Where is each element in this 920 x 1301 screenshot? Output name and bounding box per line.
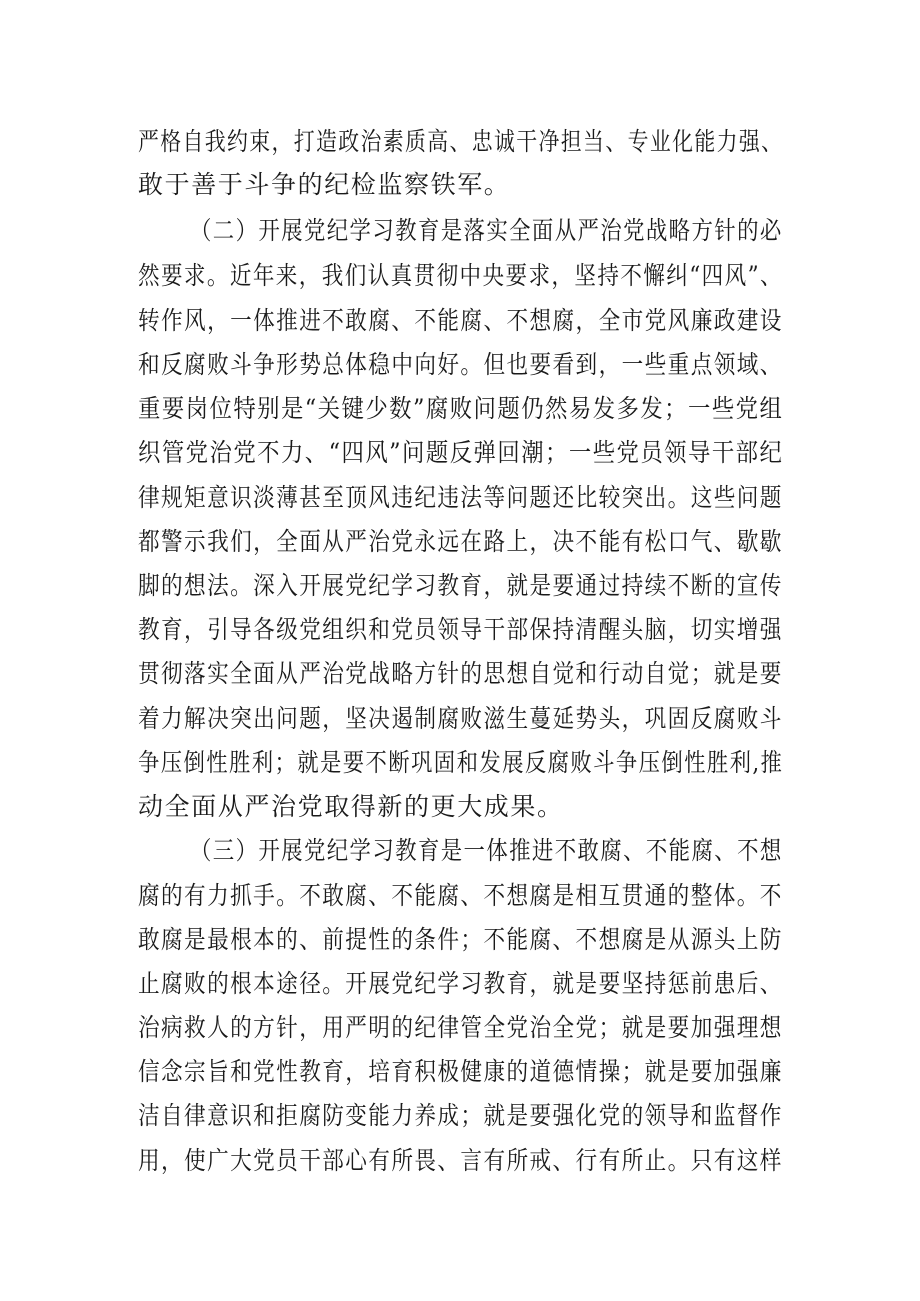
text-line: 止腐败的根本途径。开展党纪学习教育，就是要坚持惩前患后、 — [138, 969, 783, 998]
paragraph-start-line: （三）开展党纪学习教育是一体推进不敢腐、不能腐、不想 — [190, 836, 783, 865]
text-line: 洁自律意识和拒腐防变能力养成；就是要强化党的领导和监督作 — [138, 1101, 783, 1130]
text-line: 然要求。近年来，我们认真贯彻中央要求，坚持不懈纠“四风”、 — [138, 261, 783, 290]
text-line: 动全面从严治党取得新的更大成果。 — [138, 792, 564, 821]
text-line: 用，使广大党员干部心有所畏、言有所戒、行有所止。只有这样 — [138, 1146, 783, 1175]
text-line: 贯彻落实全面从严治党战略方针的思想自觉和行动自觉；就是要 — [138, 659, 783, 688]
text-line: 转作风，一体推进不敢腐、不能腐、不想腐，全市党风廉政建设 — [138, 306, 783, 335]
text-line: 教育，引导各级党组织和党员领导干部保持清醒头脑，切实增强 — [138, 615, 783, 644]
text-line: 织管党治党不力、“四风”问题反弹回潮；一些党员领导干部纪 — [138, 438, 784, 467]
text-line: 治病救人的方针，用严明的纪律管全党治全党；就是要加强理想 — [138, 1013, 783, 1042]
text-line: 严格自我约束，打造政治素质高、忠诚干净担当、专业化能力强、 — [138, 127, 784, 156]
text-line: 脚的想法。深入开展党纪学习教育，就是要通过持续不断的宣传 — [138, 571, 783, 600]
text-line: 重要岗位特别是“关键少数”腐败问题仍然易发多发；一些党组 — [138, 394, 784, 423]
text-line: 信念宗旨和党性教育，培育积极健康的道德情操；就是要加强廉 — [138, 1057, 783, 1086]
text-line: 争压倒性胜利；就是要不断巩固和发展反腐败斗争压倒性胜利,推 — [138, 748, 784, 777]
text-line: 敢于善于斗争的纪检监察铁军。 — [138, 170, 511, 199]
text-line: 都警示我们，全面从严治党永远在路上，决不能有松口气、歇歇 — [138, 527, 783, 556]
text-line: 腐的有力抓手。不敢腐、不能腐、不想腐是相互贯通的整体。不 — [138, 881, 783, 910]
text-line: 着力解决突出问题，坚决遏制腐败滋生蔓延势头，巩固反腐败斗 — [138, 704, 783, 733]
text-line: 敢腐是最根本的、前提性的条件；不能腐、不想腐是从源头上防 — [138, 925, 783, 954]
text-line: 律规矩意识淡薄甚至顶风违纪违法等问题还比较突出。这些问题 — [138, 483, 783, 512]
paragraph-start-line: （二）开展党纪学习教育是落实全面从严治党战略方针的必 — [190, 216, 783, 245]
text-line: 和反腐败斗争形势总体稳中向好。但也要看到，一些重点领域、 — [138, 350, 783, 379]
